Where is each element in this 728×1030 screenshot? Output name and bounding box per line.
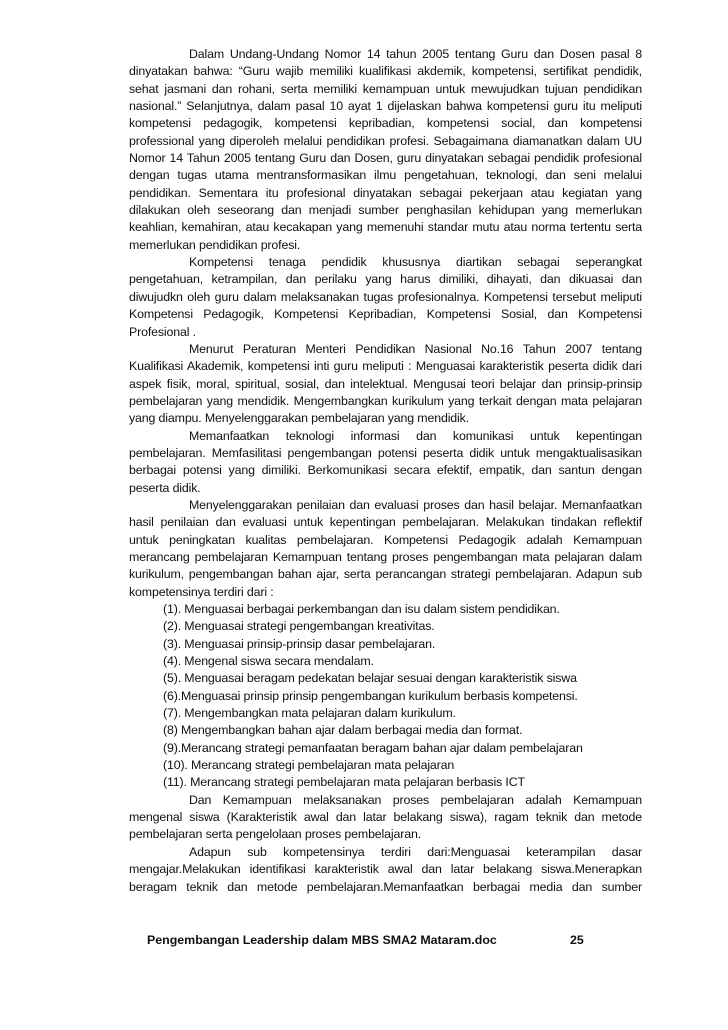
page-number: 25	[570, 933, 584, 947]
paragraph-3: Menurut Peraturan Menteri Pendidikan Nasional No.16 Tahun 2007 tentang Kualifikasi Akademik, kompetensi inti guru meliputi : Menguasai karakteristik peserta didik dari aspek fisik, moral, spiritual, sosial, dan intelektual. Mengusai teori belajar dan prinsip-prinsip pembelajaran yang mendidik. Mengembangkan kurikulum yang terkait dengan mata pelajaran yang diampu. Menyelenggarakan pembelajaran yang mendidik.	[129, 341, 642, 426]
list-item: (2). Menguasai strategi pengembangan kreativitas.	[163, 619, 435, 634]
paragraph-5: Menyelenggarakan penilaian dan evaluasi proses dan hasil belajar. Memanfaatkan hasil penilaian dan evaluasi untuk kepentingan pembelajaran. Melakukan tindakan reflektif untuk peningkatan kualitas pembelajaran. Kompetensi Pedagogik adalah Kemampuan merancang pembelajaran Kemampuan tentang proses pengembangan mata pelajaran dalam kurikulum, pengembangan bahan ajar, serta perancangan strategi pembelajaran. Adapun sub kompetensinya terdiri dari :	[129, 497, 642, 599]
list-item: (3). Menguasai prinsip-prinsip dasar pembelajaran.	[163, 636, 436, 651]
paragraph-1: Dalam Undang-Undang Nomor 14 tahun 2005 tentang Guru dan Dosen pasal 8 dinyatakan bahwa: “Guru wajib memiliki kualifikasi akdemik, kompetensi, sertifikat pendidik, sehat jasmani dan rohani, serta memiliki kemampuan untuk mewujudkan tujuan pendidikan nasional.” Selanjutnya, dalam pasal 10 ayat 1 dijelaskan bahwa kompetensi guru itu meliputi kompetensi pedagogik, kompetensi kepribadian, kompetensi social, dan kompetensi professional yang diperoleh melalui pendidikan profesi. Sebagaimana diamanatkan dalam UU Nomor 14 Tahun 2005 tentang Guru dan Dosen, guru dinyatakan sebagai pendidik profesional dengan tugas utama mentransformasikan ilmu pengetahuan, teknologi, dan seni melalui pendidikan. Sementara itu profesional dinyatakan sebagai pekerjaan atau kegiatan yang dilakukan oleh seseorang dan menjadi sumber penghasilan kehidupan yang memerlukan keahlian, kemahiran, atau kecakapan yang memenuhi standar mutu atau norma tertentu serta memerlukan pendidikan profesi.	[129, 47, 642, 252]
list-item: (11). Merancang strategi pembelajaran mata pelajaran berbasis ICT	[163, 775, 525, 790]
list-item: (7). Mengembangkan mata pelajaran dalam kurikulum.	[163, 706, 456, 721]
list-item: (1). Menguasai berbagai perkembangan dan isu dalam sistem pendidikan.	[163, 602, 560, 616]
list-item: (8) Mengembangkan bahan ajar dalam berbagai media dan format.	[163, 723, 523, 738]
sub-competency-list	[129, 601, 642, 792]
body-text	[129, 46, 642, 896]
list-item: (5). Menguasai beragam pedekatan belajar sesuai dengan karakteristik siswa	[163, 671, 577, 686]
list-item: (4). Mengenal siswa secara mendalam.	[163, 654, 374, 669]
footer-document-title: Pengembangan Leadership dalam MBS SMA2 Mataram.doc	[147, 933, 497, 947]
list-item: (6).Menguasai prinsip prinsip pengembangan kurikulum berbasis kompetensi.	[163, 688, 578, 703]
paragraph-2: Kompetensi tenaga pendidik khususnya diartikan sebagai seperangkat pengetahuan, ketrampilan, dan perilaku yang harus dimiliki, dihayati, dan dikuasai dan diwujudkn oleh guru dalam melaksanakan tugas profesionalnya. Kompetensi tersebut meliputi Kompetensi Pedagogik, Kompetensi Kepribadian, Kompetensi Sosial, dan Kompetensi Profesional .	[129, 255, 642, 339]
paragraph-4: Memanfaatkan teknologi informasi dan komunikasi untuk kepentingan pembelajaran. Memfasilitasi pengembangan potensi peserta didik untuk mengaktualisasikan berbagai potensi yang dimiliki. Berkomunikasi secara efektif, empatik, dan santun dengan peserta didik.	[129, 428, 642, 495]
paragraph-6: Dan Kemampuan melaksanakan proses pembelajaran adalah Kemampuan mengenal siswa (Karakteristik awal dan latar belakang siswa), ragam teknik dan metode pembelajaran serta pengelolaan proses pembelajaran.	[129, 792, 642, 842]
list-item: (9).Merancang strategi pemanfaatan beragam bahan ajar dalam pembelajaran	[163, 740, 583, 755]
list-item: (10). Merancang strategi pembelajaran mata pelajaran	[163, 758, 455, 773]
paragraph-7: Adapun sub kompetensinya terdiri dari:Menguasai keterampilan dasar mengajar.Melakukan identifikasi karakteristik awal dan latar belakang siswa.Menerapkan beragam teknik dan metode pembelajaran.Memanfaatkan berbagai media dan sumber	[129, 844, 642, 894]
